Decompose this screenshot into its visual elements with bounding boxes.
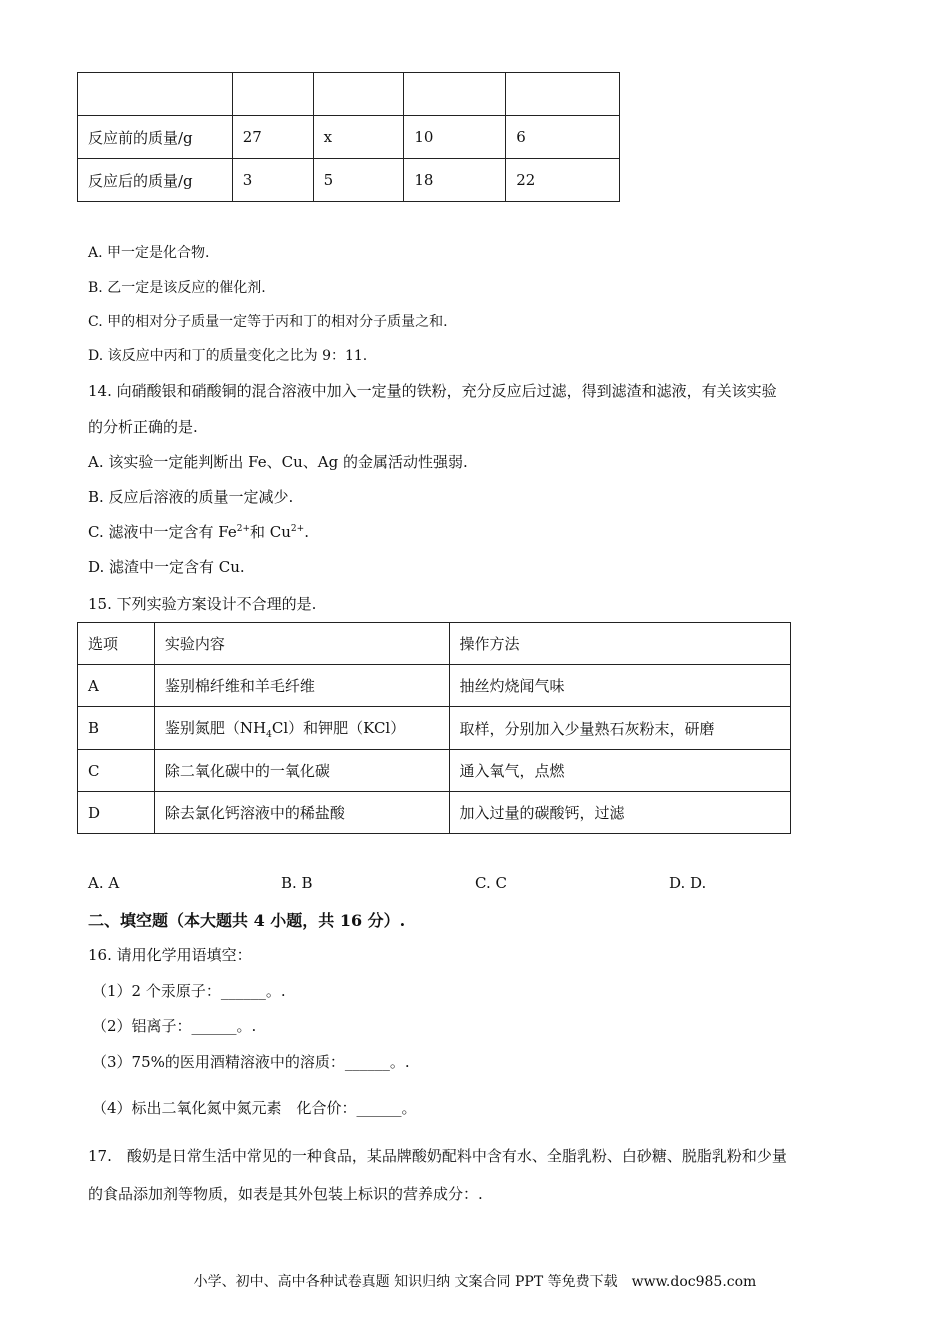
table-cell: 除去氯化钙溶液中的稀盐酸 bbox=[154, 792, 449, 834]
table-cell bbox=[78, 73, 233, 116]
table-cell: B bbox=[78, 707, 155, 750]
table-cell: 反应前的质量/g bbox=[78, 116, 233, 159]
header-cell: 实验内容 bbox=[154, 623, 449, 665]
table-cell: 5 bbox=[313, 159, 404, 202]
table-cell: x bbox=[313, 116, 404, 159]
q16-stem: 16. 请用化学用语填空： bbox=[88, 946, 252, 964]
section-heading: 二、填空题（本大题共 4 小题，共 16 分）. bbox=[88, 911, 406, 930]
table-row bbox=[78, 159, 620, 202]
q17-line2: 的食品添加剂等物质，如表是其外包装上标识的营养成分：. bbox=[88, 1185, 483, 1203]
q14-option-c: C. 滤液中一定含有 $Fe^{2+}$和 $Cu^{2+}$. bbox=[88, 523, 309, 541]
q13-option-a: A. 甲一定是化合物. bbox=[88, 245, 210, 261]
table-cell: 10 bbox=[404, 116, 506, 159]
table-cell bbox=[506, 73, 620, 116]
table-row bbox=[78, 750, 791, 792]
table-cell: 除二氧化碳中的一氧化碳 bbox=[154, 750, 449, 792]
table-row bbox=[78, 665, 791, 707]
table-cell: 加入过量的碳酸钙，过滤 bbox=[449, 792, 790, 834]
table-cell bbox=[313, 73, 404, 116]
table-cell: 3 bbox=[232, 159, 313, 202]
q13-option-d: D. 该反应中丙和丁的质量变化之比为 9：11. bbox=[88, 348, 368, 364]
table-header-row bbox=[78, 623, 791, 665]
q14-stem-line1: 14. 向硝酸银和硝酸铜的混合溶液中加入一定量的铁粉，充分反应后过滤，得到滤渣和滤液，有关该实验 bbox=[88, 382, 777, 400]
header-cell: 选项 bbox=[78, 623, 155, 665]
q15-answer-d: D. D. bbox=[669, 874, 707, 892]
q17-line1: 17. 酸奶是日常生活中常见的一种食品，某品牌酸奶配料中含有水、全脂乳粉、白砂糖、脱脂乳粉和少量 bbox=[88, 1147, 787, 1165]
table-cell: A bbox=[78, 665, 155, 707]
q14-stem-line2: 的分析正确的是. bbox=[88, 418, 198, 436]
header-cell: 操作方法 bbox=[449, 623, 790, 665]
q14-option-d: D. 滤渣中一定含有 Cu. bbox=[88, 558, 245, 576]
table-cell: 6 bbox=[506, 116, 620, 159]
q13-option-b: B. 乙一定是该反应的催化剂. bbox=[88, 280, 266, 296]
q15-answer-c: C. C bbox=[475, 874, 507, 892]
page-footer: 小学、初中、高中各种试卷真题 知识归纳 文案合同 PPT 等免费下载 www.doc985.com bbox=[193, 1274, 757, 1290]
table-cell: 18 bbox=[404, 159, 506, 202]
table-cell: 鉴别氮肥$(NH_4Cl)$和钾肥（KCl） bbox=[154, 707, 449, 750]
experiment-table bbox=[77, 622, 791, 834]
table-cell bbox=[232, 73, 313, 116]
q15-answer-b: B. B bbox=[281, 874, 313, 892]
table-row bbox=[78, 73, 620, 116]
q14-option-b: B. 反应后溶液的质量一定减少. bbox=[88, 488, 294, 506]
table-cell: 反应后的质量/g bbox=[78, 159, 233, 202]
q16-item-3: （3）75%的医用酒精溶液中的溶质：______。. bbox=[92, 1053, 410, 1071]
mass-table bbox=[77, 72, 620, 202]
q13-option-c: C. 甲的相对分子质量一定等于丙和丁的相对分子质量之和. bbox=[88, 314, 448, 330]
table-cell: D bbox=[78, 792, 155, 834]
table-cell: 通入氧气，点燃 bbox=[449, 750, 790, 792]
table-cell: 抽丝灼烧闻气味 bbox=[449, 665, 790, 707]
table-row bbox=[78, 707, 791, 750]
table-cell: C bbox=[78, 750, 155, 792]
q16-item-2: （2）铝离子：______。. bbox=[92, 1017, 257, 1035]
q16-item-4: （4）标出二氧化氮中氮元素 化合价：______。 bbox=[92, 1099, 417, 1117]
q15-answer-a: A. A bbox=[88, 874, 120, 892]
table-row bbox=[78, 792, 791, 834]
table-cell: 22 bbox=[506, 159, 620, 202]
table-row bbox=[78, 116, 620, 159]
table-cell: 27 bbox=[232, 116, 313, 159]
table-cell bbox=[404, 73, 506, 116]
q15-stem: 15. 下列实验方案设计不合理的是. bbox=[88, 595, 317, 613]
q16-item-1: （1）2 个汞原子：______。. bbox=[92, 982, 286, 1000]
table-cell: 鉴别棉纤维和羊毛纤维 bbox=[154, 665, 449, 707]
q14-option-a: A. 该实验一定能判断出 Fe、Cu、Ag 的金属活动性强弱. bbox=[88, 453, 468, 471]
table-cell: 取样，分别加入少量熟石灰粉末，研磨 bbox=[449, 707, 790, 750]
